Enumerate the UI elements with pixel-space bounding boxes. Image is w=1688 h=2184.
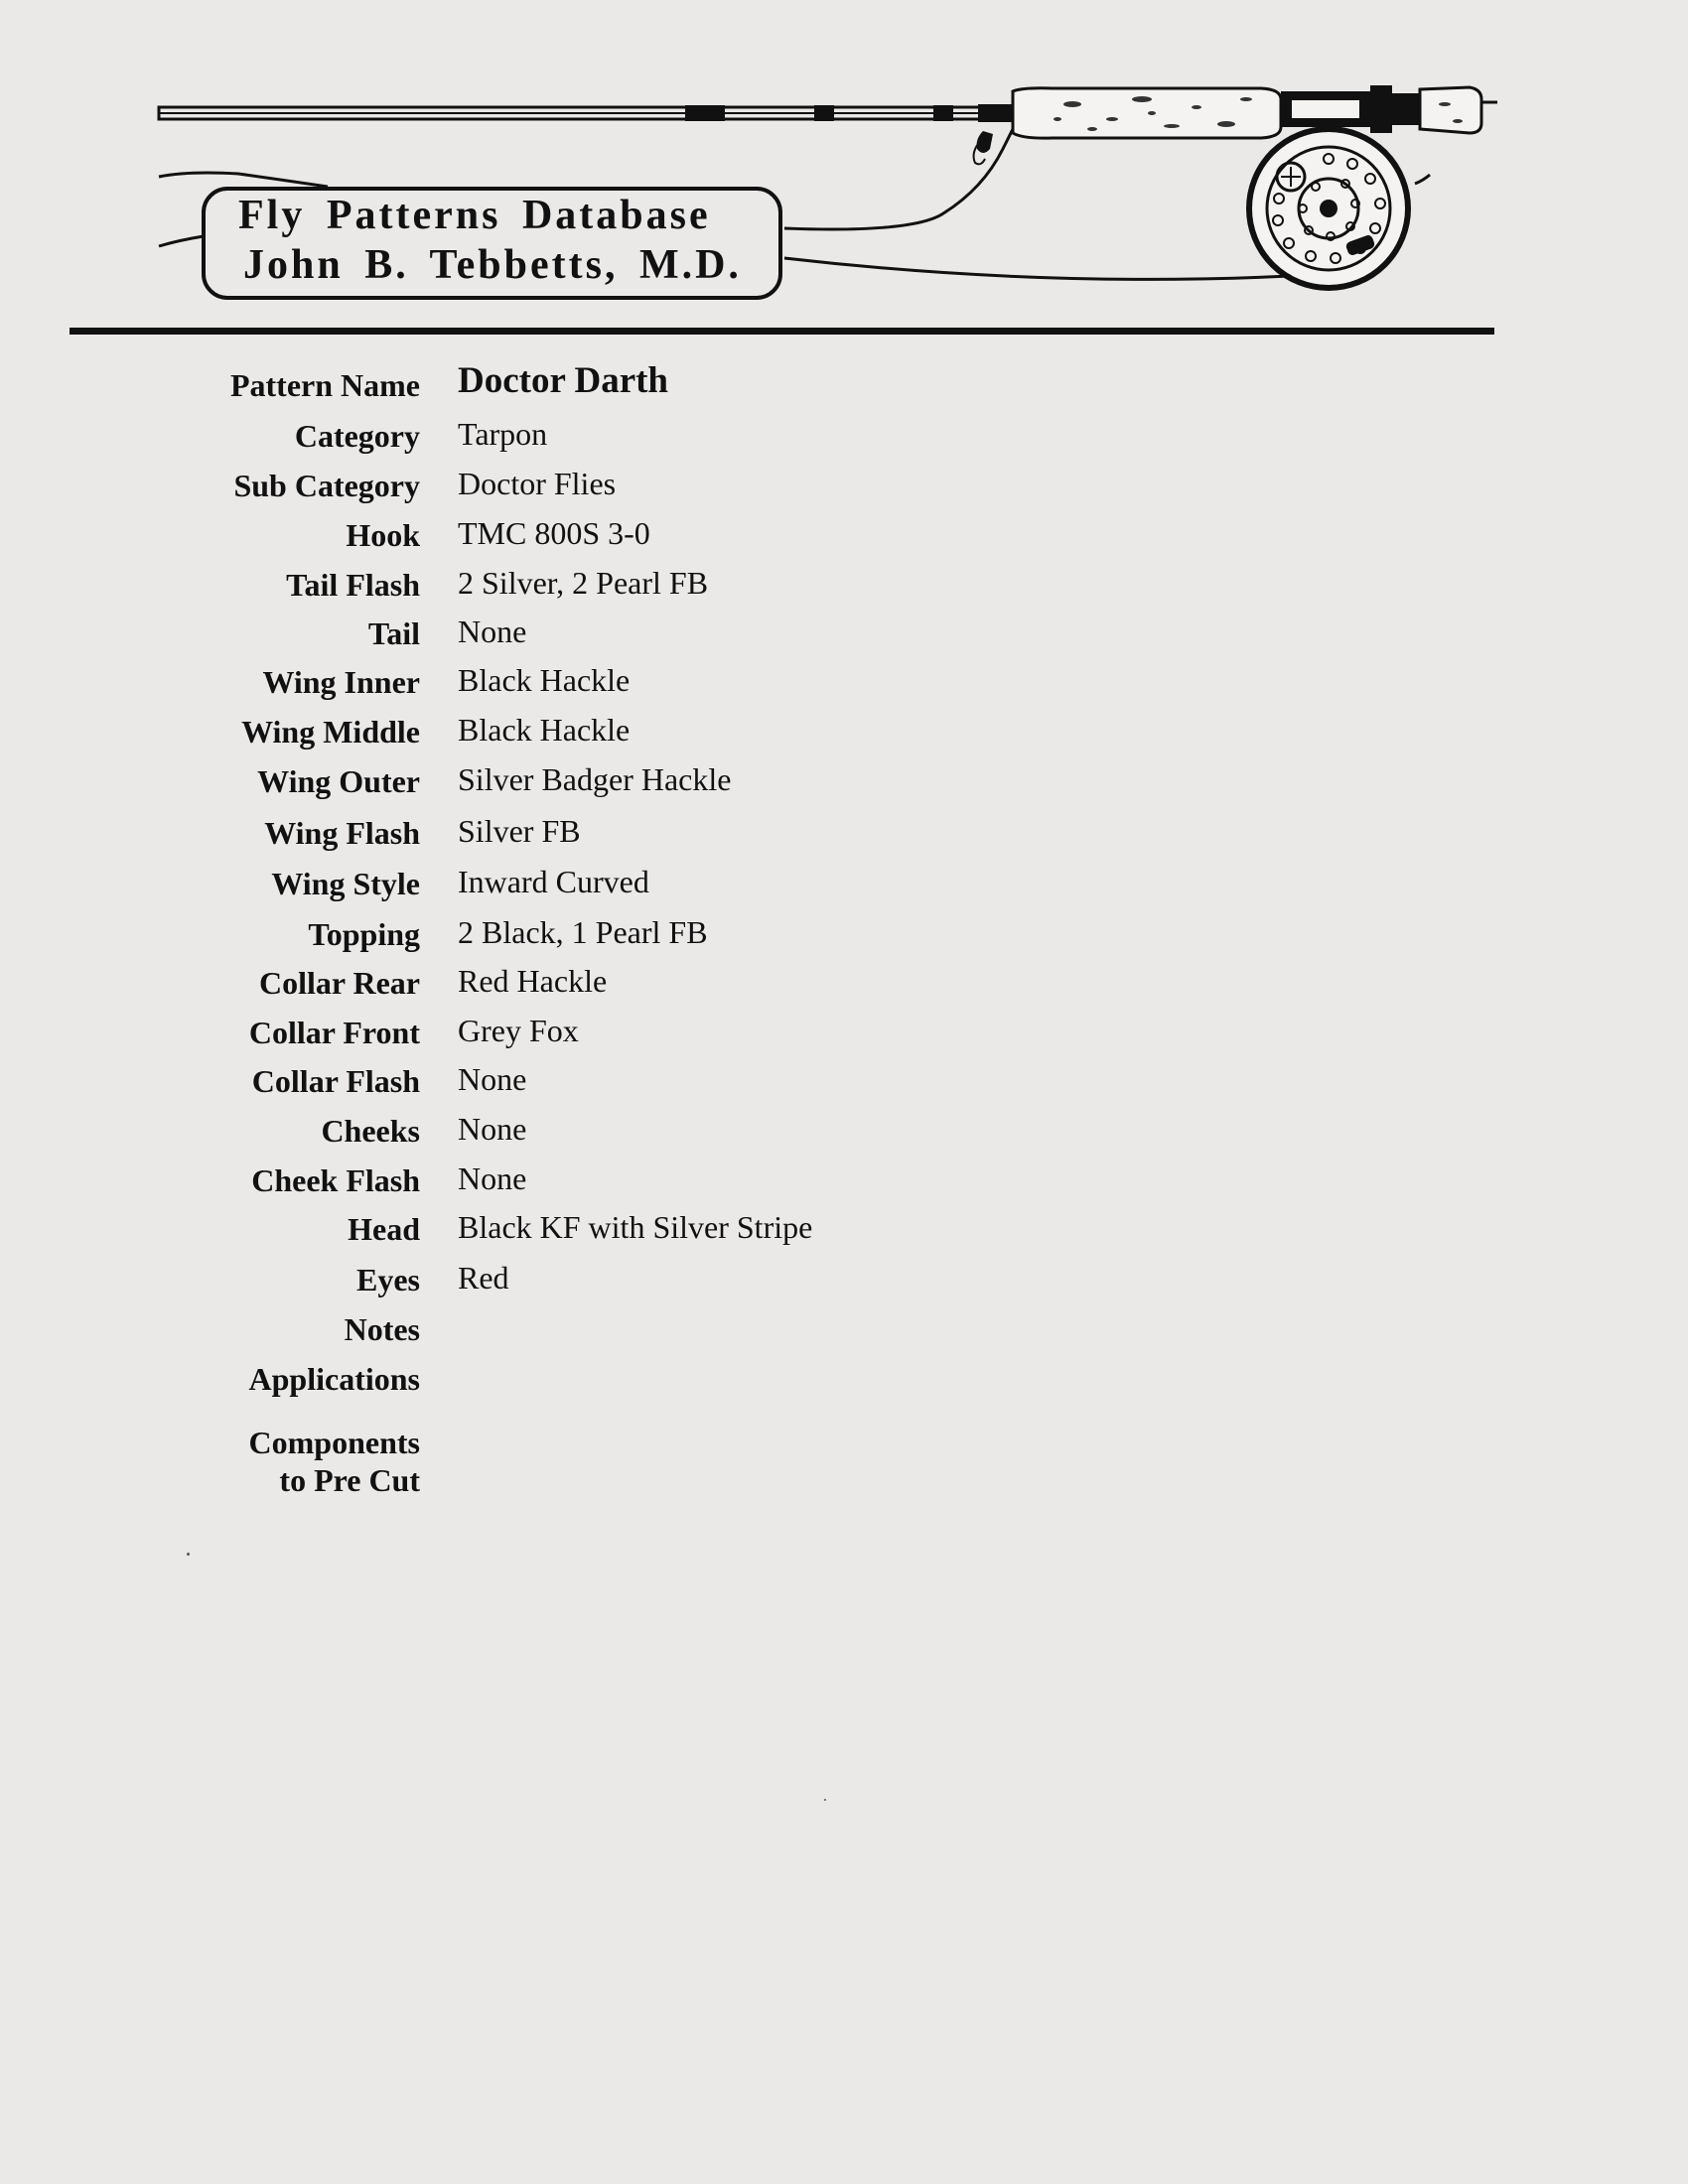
field-label: Collar Flash xyxy=(251,1063,420,1099)
field-label: Notes xyxy=(344,1311,420,1347)
field-value: Silver FB xyxy=(458,813,581,849)
field-value: Red Hackle xyxy=(458,963,608,999)
field-label-line: Components xyxy=(248,1425,420,1460)
field-row xyxy=(0,1013,1688,1062)
field-row xyxy=(0,1209,1688,1259)
field-row xyxy=(0,515,1688,565)
field-value: Black KF with Silver Stripe xyxy=(458,1209,813,1245)
field-row xyxy=(0,712,1688,761)
field-row xyxy=(0,914,1688,964)
field-row xyxy=(0,1359,1688,1409)
field-label: Wing Inner xyxy=(262,664,420,700)
field-label: Eyes xyxy=(356,1262,420,1297)
field-row xyxy=(0,416,1688,466)
field-value: Grey Fox xyxy=(458,1013,579,1048)
field-value: TMC 800S 3-0 xyxy=(458,515,650,551)
field-row xyxy=(0,565,1688,614)
field-row xyxy=(0,813,1688,863)
field-label: Cheeks xyxy=(321,1113,420,1149)
field-label: Collar Rear xyxy=(258,965,420,1001)
field-value: Black Hackle xyxy=(458,712,631,748)
field-row xyxy=(0,1160,1688,1210)
paper-speck xyxy=(824,1799,826,1801)
field-label: Head xyxy=(348,1211,420,1247)
field-value: None xyxy=(458,614,527,649)
letterhead xyxy=(0,0,1688,342)
field-label: Cheek Flash xyxy=(251,1162,420,1198)
field-label: Wing Outer xyxy=(257,763,420,799)
field-label: Applications xyxy=(248,1361,420,1397)
field-value: None xyxy=(458,1111,527,1147)
field-value: Doctor Darth xyxy=(458,360,669,401)
field-row xyxy=(0,963,1688,1013)
field-row xyxy=(0,1111,1688,1160)
field-label: Hook xyxy=(346,517,420,553)
field-value: 2 Silver, 2 Pearl FB xyxy=(458,565,709,601)
field-row xyxy=(0,761,1688,811)
field-row xyxy=(0,864,1688,913)
field-label: Tail xyxy=(367,615,420,651)
field-label: Sub Category xyxy=(233,468,420,503)
field-value: 2 Black, 1 Pearl FB xyxy=(458,914,708,950)
field-row xyxy=(0,360,1688,415)
field-value: None xyxy=(458,1160,527,1196)
database-title: Fly Patterns Database xyxy=(238,193,711,238)
field-label: Wing Flash xyxy=(264,815,420,851)
field-row xyxy=(0,1260,1688,1309)
field-value: Red xyxy=(458,1260,509,1296)
field-label: Category xyxy=(294,418,420,454)
field-value: Tarpon xyxy=(458,416,548,452)
field-row xyxy=(0,466,1688,515)
field-label-line: to Pre Cut xyxy=(279,1462,420,1498)
field-value: Doctor Flies xyxy=(458,466,617,501)
author-name: John B. Tebbetts, M.D. xyxy=(243,242,742,288)
field-label: Tail Flash xyxy=(286,567,420,603)
field-value: Silver Badger Hackle xyxy=(458,761,732,797)
field-label: Wing Middle xyxy=(241,714,420,750)
field-value: Inward Curved xyxy=(458,864,649,899)
field-label: Wing Style xyxy=(271,866,420,901)
paper-speck xyxy=(187,1553,190,1556)
field-label: Pattern Name xyxy=(229,367,420,403)
field-row xyxy=(0,614,1688,663)
field-value: None xyxy=(458,1061,527,1097)
field-label xyxy=(249,1424,420,1499)
field-value: Black Hackle xyxy=(458,662,631,698)
field-label: Topping xyxy=(308,916,420,952)
field-row xyxy=(0,1309,1688,1359)
field-label: Collar Front xyxy=(248,1015,420,1050)
field-row xyxy=(0,1061,1688,1111)
header-divider xyxy=(70,328,1494,335)
field-row-components xyxy=(0,1424,1688,1503)
field-row xyxy=(0,662,1688,712)
